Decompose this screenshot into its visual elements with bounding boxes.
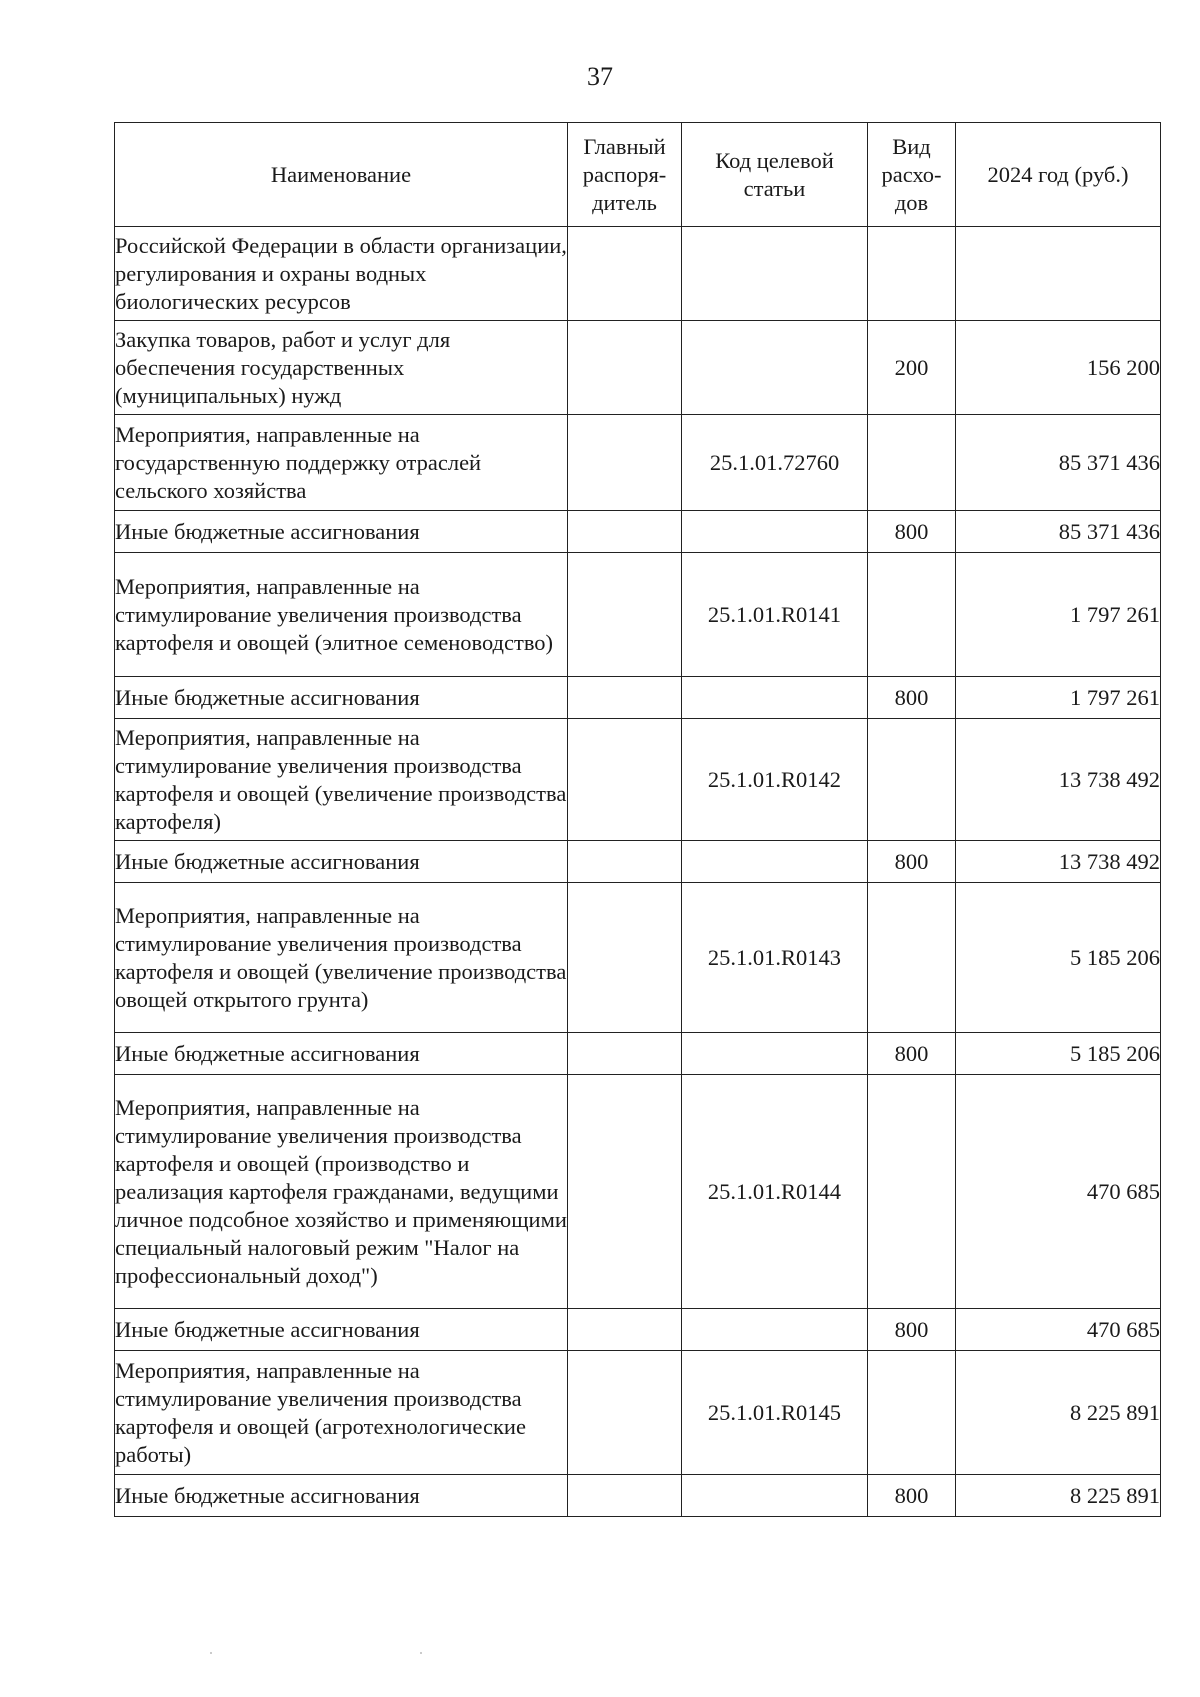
row-type: 800 — [868, 511, 956, 553]
row-amount: 85 371 436 — [956, 415, 1161, 511]
header-disposer: Главный распоря-дитель — [568, 123, 682, 227]
row-name: Иные бюджетные ассигнования — [115, 511, 568, 553]
row-amount: 1 797 261 — [956, 553, 1161, 677]
row-disposer — [568, 719, 682, 841]
table-row — [115, 415, 1161, 511]
table-row — [115, 321, 1161, 415]
row-code: 25.1.01.R0142 — [682, 719, 868, 841]
row-disposer — [568, 227, 682, 321]
row-name: Мероприятия, направленные на государственную поддержку отраслей сельского хозяйства — [115, 415, 568, 511]
table-header-row — [115, 123, 1161, 227]
row-type: 800 — [868, 841, 956, 883]
row-name: Иные бюджетные ассигнования — [115, 841, 568, 883]
row-amount — [956, 227, 1161, 321]
header-name: Наименование — [115, 123, 568, 227]
header-amount: 2024 год (руб.) — [956, 123, 1161, 227]
row-name: Мероприятия, направленные на стимулирование увеличения производства картофеля и овощей (элитное семеноводство) — [115, 553, 568, 677]
row-type: 800 — [868, 677, 956, 719]
table-row — [115, 1475, 1161, 1517]
table-row — [115, 227, 1161, 321]
row-type: 800 — [868, 1033, 956, 1075]
header-code: Код целевой статьи — [682, 123, 868, 227]
row-type — [868, 227, 956, 321]
row-code — [682, 1475, 868, 1517]
row-amount: 13 738 492 — [956, 719, 1161, 841]
row-disposer — [568, 1475, 682, 1517]
row-type — [868, 1351, 956, 1475]
row-disposer — [568, 1309, 682, 1351]
row-disposer — [568, 1075, 682, 1309]
table-row — [115, 1033, 1161, 1075]
row-name: Иные бюджетные ассигнования — [115, 677, 568, 719]
table-row — [115, 1075, 1161, 1309]
row-name: Иные бюджетные ассигнования — [115, 1309, 568, 1351]
row-code — [682, 1033, 868, 1075]
row-type: 800 — [868, 1475, 956, 1517]
row-amount: 8 225 891 — [956, 1475, 1161, 1517]
row-type — [868, 415, 956, 511]
row-disposer — [568, 553, 682, 677]
header-type: Вид расхо-дов — [868, 123, 956, 227]
row-code: 25.1.01.R0141 — [682, 553, 868, 677]
scan-speck — [420, 1652, 422, 1654]
row-code: 25.1.01.R0144 — [682, 1075, 868, 1309]
row-code — [682, 677, 868, 719]
row-type — [868, 553, 956, 677]
row-amount: 1 797 261 — [956, 677, 1161, 719]
row-code: 25.1.01.R0143 — [682, 883, 868, 1033]
row-type — [868, 1075, 956, 1309]
row-disposer — [568, 1033, 682, 1075]
row-amount: 470 685 — [956, 1309, 1161, 1351]
table-row — [115, 553, 1161, 677]
row-code — [682, 227, 868, 321]
row-disposer — [568, 321, 682, 415]
table-row — [115, 511, 1161, 553]
row-code — [682, 511, 868, 553]
row-code — [682, 841, 868, 883]
row-type — [868, 719, 956, 841]
row-type: 800 — [868, 1309, 956, 1351]
row-amount: 8 225 891 — [956, 1351, 1161, 1475]
row-disposer — [568, 511, 682, 553]
scan-speck — [210, 1652, 212, 1654]
row-name: Мероприятия, направленные на стимулирование увеличения производства картофеля и овощей (производство и реализация картофеля гражданами, ведущими личное подсобное хозяйство и применяющими специальный налоговый режим "Налог на профессиональный доход") — [115, 1075, 568, 1309]
table-row — [115, 719, 1161, 841]
row-disposer — [568, 1351, 682, 1475]
row-disposer — [568, 415, 682, 511]
row-amount: 5 185 206 — [956, 1033, 1161, 1075]
table-row — [115, 883, 1161, 1033]
row-amount: 5 185 206 — [956, 883, 1161, 1033]
row-name: Закупка товаров, работ и услуг для обеспечения государственных (муниципальных) нужд — [115, 321, 568, 415]
row-name: Мероприятия, направленные на стимулирование увеличения производства картофеля и овощей (агротехнологические работы) — [115, 1351, 568, 1475]
budget-table — [114, 122, 1161, 1517]
row-amount: 470 685 — [956, 1075, 1161, 1309]
table-row — [115, 1309, 1161, 1351]
row-code — [682, 321, 868, 415]
table-row — [115, 1351, 1161, 1475]
row-disposer — [568, 677, 682, 719]
table-row — [115, 841, 1161, 883]
row-disposer — [568, 841, 682, 883]
table-row — [115, 677, 1161, 719]
row-type — [868, 883, 956, 1033]
row-name: Мероприятия, направленные на стимулирование увеличения производства картофеля и овощей (увеличение производства картофеля) — [115, 719, 568, 841]
row-type: 200 — [868, 321, 956, 415]
page-number: 37 — [587, 62, 613, 91]
row-disposer — [568, 883, 682, 1033]
row-amount: 13 738 492 — [956, 841, 1161, 883]
row-amount: 156 200 — [956, 321, 1161, 415]
row-name: Российской Федерации в области организации, регулирования и охраны водных биологических ресурсов — [115, 227, 568, 321]
row-amount: 85 371 436 — [956, 511, 1161, 553]
row-name: Иные бюджетные ассигнования — [115, 1475, 568, 1517]
row-name: Мероприятия, направленные на стимулирование увеличения производства картофеля и овощей (увеличение производства овощей открытого грунта) — [115, 883, 568, 1033]
row-code — [682, 1309, 868, 1351]
row-code: 25.1.01.72760 — [682, 415, 868, 511]
row-code: 25.1.01.R0145 — [682, 1351, 868, 1475]
row-name: Иные бюджетные ассигнования — [115, 1033, 568, 1075]
